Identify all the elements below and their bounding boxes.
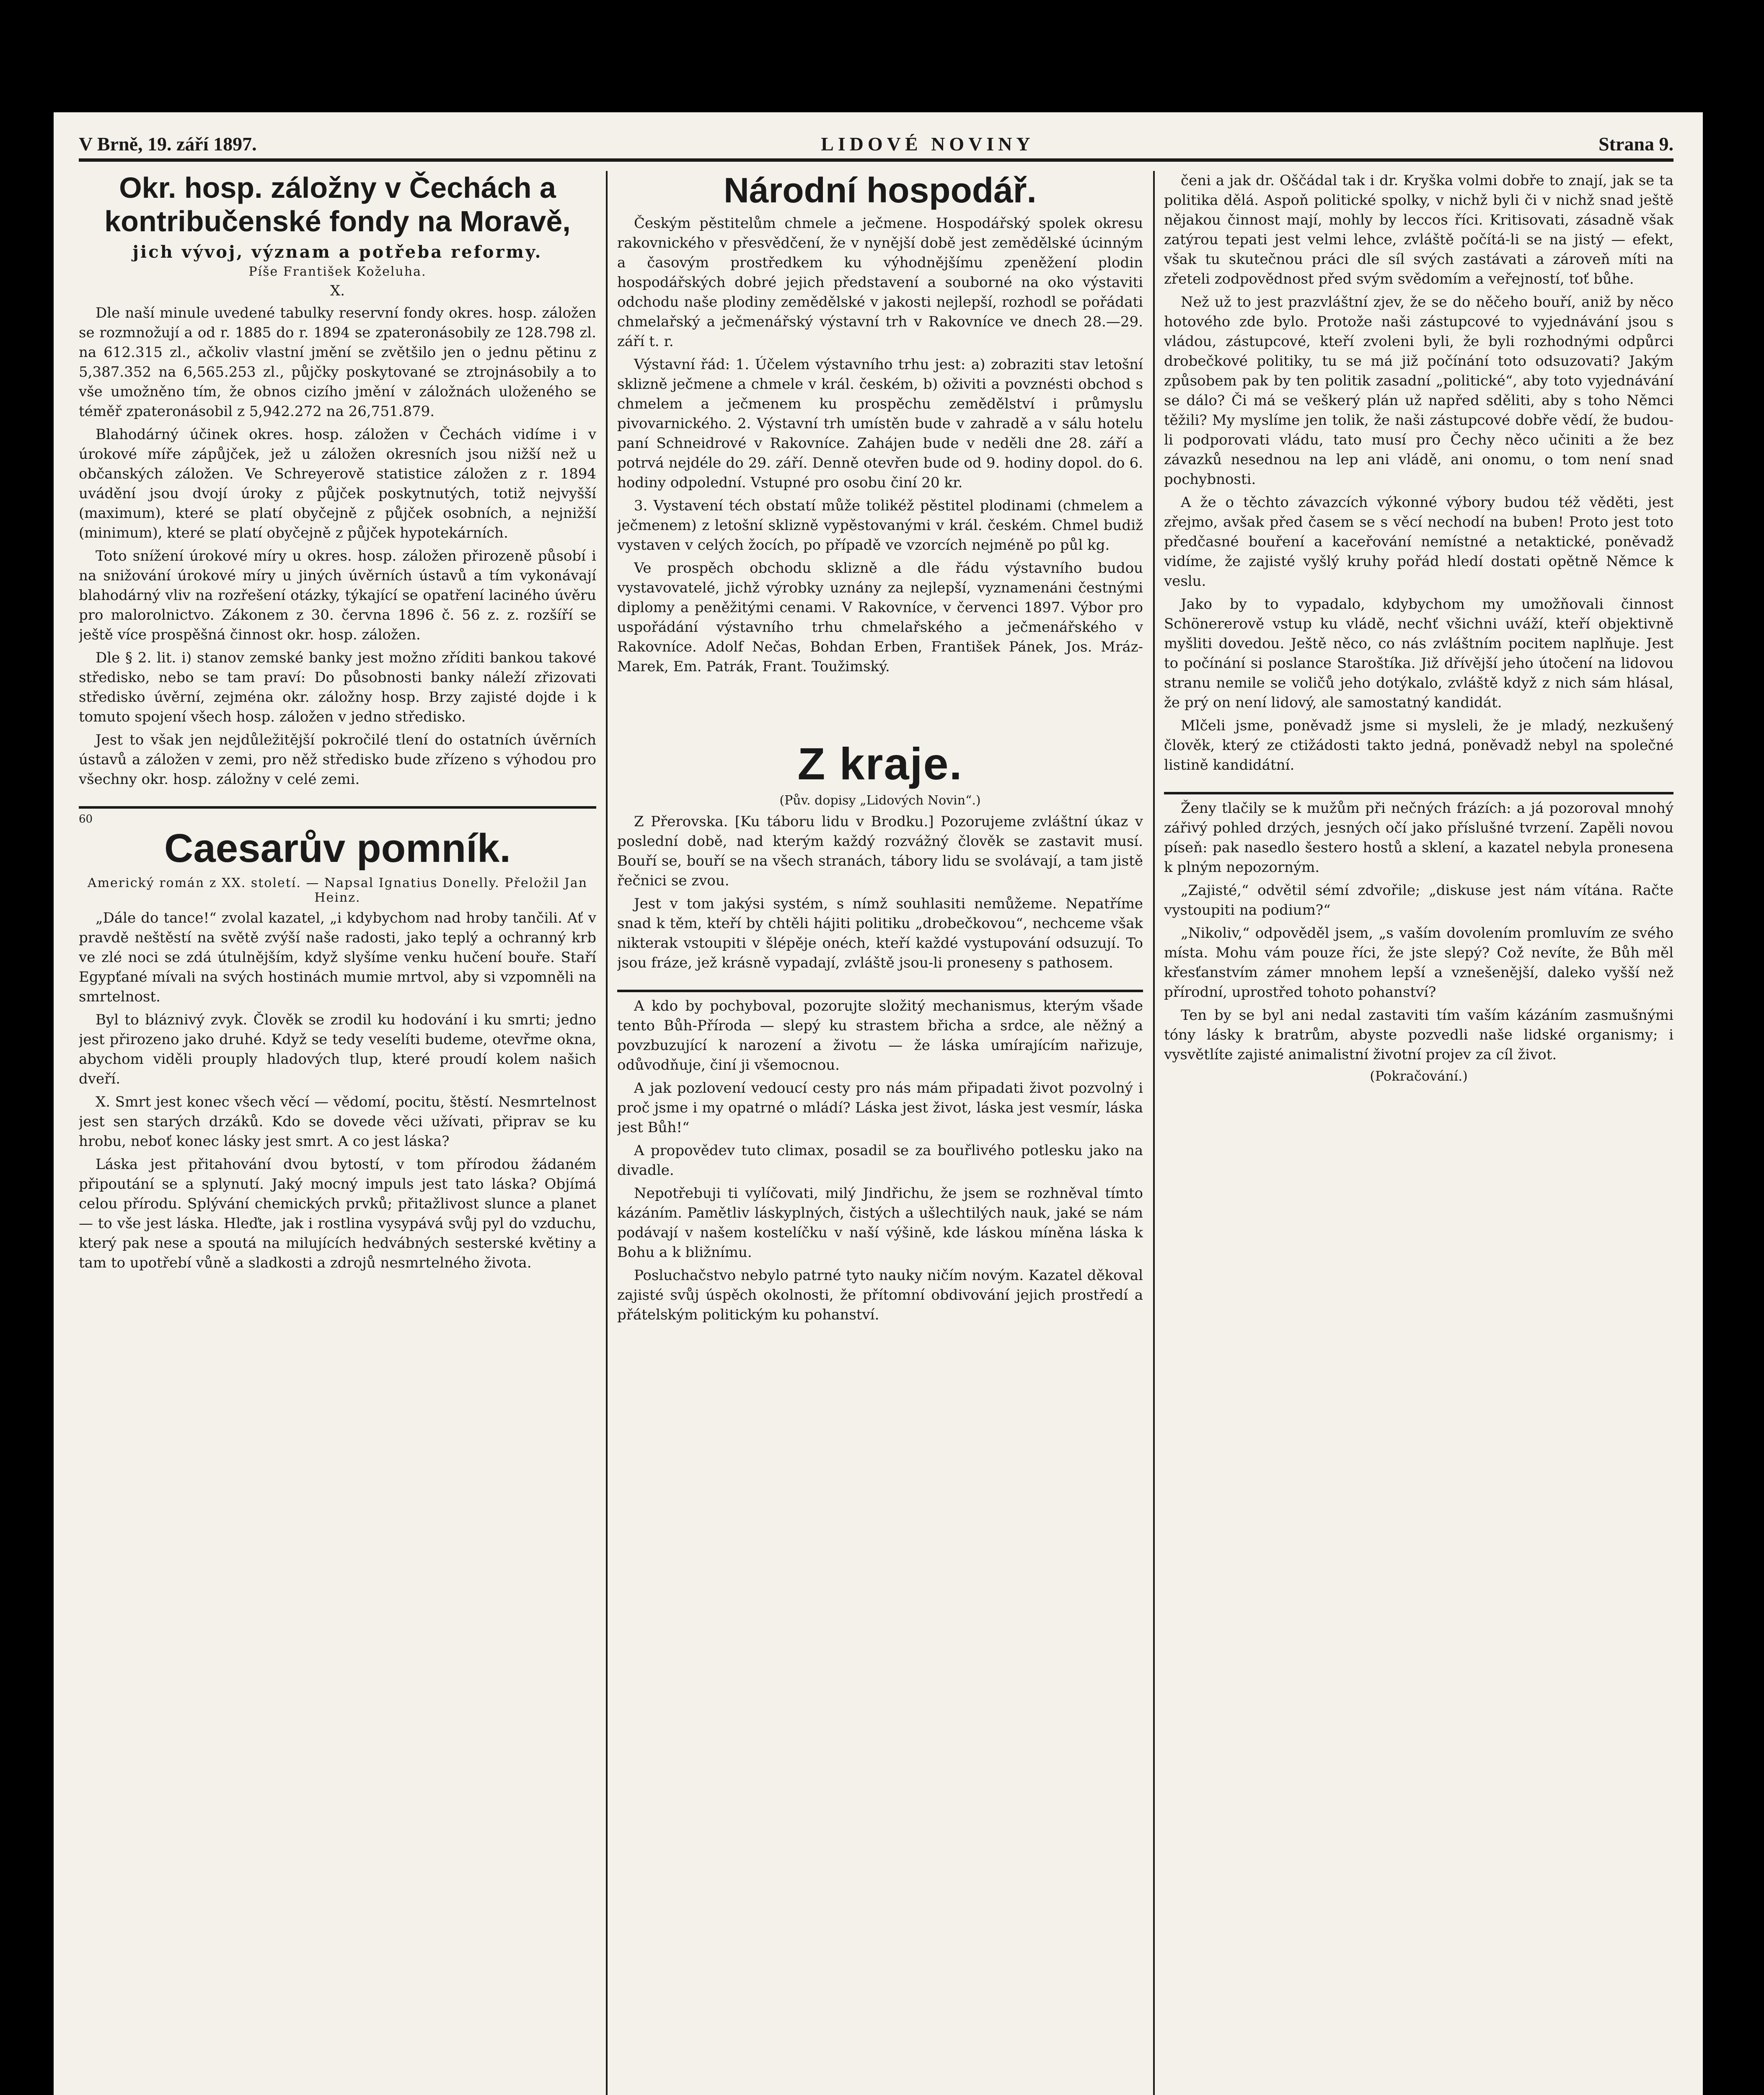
feuilleton-subtitle: Americký román z XX. století. — Napsal Ignatius Donelly. Přeložil Jan Heinz. bbox=[87, 876, 588, 905]
kraje-paragraph: A jak pozlovení vedoucí cesty pro nás mám připadati život pozvolný i proč jsme i my opatrné o mládí? Láska jest život, láska jest vesmír, láska jest Bůh!“ bbox=[617, 1080, 1143, 1136]
section-title: Národní hospodář. bbox=[724, 171, 1037, 210]
article-paragraph: Blahodárný účinek okres. hosp. záložen v Čechách vidíme i v úrokové míře zápůjček, jež u záložen okresních jsou nižší než u občanských záložen. Ve Schreyerově statistice záložen z r. 1894 uvádění jsou dvojí úroky z půjček poskytnutých, totiž nejvyšší (maximum), které se platí obyčejně z půjček osobních, a nejnižší (minimum), které se platí obyčejně z půjček hypotekárních. bbox=[79, 426, 596, 541]
column-rule-2 bbox=[1153, 171, 1155, 2095]
kraje-paragraph: Nepotřebuji ti vylíčovati, milý Jindřichu, že jsem se rozhněval tímto kázáním. Pamětliv láskyplných, čistých a ušlechtilých nauk, jaké se nám podávají v našem kostelíčku v naší výšině, kde láskou míněna láska k Bohu a k bližnímu. bbox=[617, 1185, 1143, 1261]
feuilleton-paragraph: Láska jest přitahování dvou bytostí, v tom přírodou žádaném připoutání se a splynutí. Jaký mocný impuls jest tato láska? Objímá celou přírodu. Splývání chemických prvků; přitažlivost slunce a planet — to vše jest láska. Hleďte, jak i rostlina vysypává svůj pyl do vzduchu, který pak nese a spoutá na milujících hedvábných sesterské květiny a tam to upotřebí vůně a sladkosti a zdrojů nesmrtelného života. bbox=[79, 1156, 596, 1271]
feuilleton-paragraph: Ten by se byl ani nedal zastaviti tím vaším kázáním zasmušnými tóny lásky k bratrům, abyste pozvedli naše lidské organismy; i vysvětlíte zajisté animalistní životní projev za cíl život. bbox=[1164, 1007, 1673, 1063]
article-paragraph: čeni a jak dr. Oščádal tak i dr. Kryška volmi dobře to znají, jak se ta politika dělá. Aspoň politické spolky, v nichž byli či v nichž snad ještě nějakou činnost mají, mohly by leccos říci. Kritisovati, zásadně však zatýrou tepati jest velmi lehce, zvláště počítá-li se na jistý — efekt, však tu skutečnou práci dle síl svých zastávati a zároveň míti na zřeteli zodpovědnost před svým svědomím a veřejností, toť bůhe. bbox=[1164, 172, 1673, 287]
article-title: Okr. hosp. záložny v Čechách a kontribučenské fondy na Moravě, bbox=[104, 171, 571, 238]
column-middle bbox=[617, 171, 1143, 2095]
article-paragraph: Toto snížení úrokové míry u okres. hosp. záložen přirozeně působí i na snižování úrokové míry u jiných úvěrních ústavů a tím vykonávají blahodárný vliv na rozřešení otázky, týkající se opatření laciného úvěru pro malorolnictvo. Zákonem z 30. června 1896 č. 56 z. z. rozšíří se ještě více prospěšná činnost okr. hosp. záložen. bbox=[79, 548, 596, 643]
column-right bbox=[1164, 171, 1673, 2095]
kraje-paragraph: Jest v tom jakýsi systém, s nímž souhlasiti nemůžeme. Nepatříme snad k těm, kteří by chtěli hájiti politiku „drobečkovou“, nechceme však nikterak vstoupiti v šlépěje onéch, kteří každé vystupování odsuzují. To jsou fráze, jež krásně vypadají, zvláště jsou-li proneseny s pathosem. bbox=[617, 895, 1143, 971]
column-rule-1 bbox=[606, 171, 608, 2095]
kraje-title: Z kraje. bbox=[797, 738, 963, 789]
header-date: V Brně, 19. září 1897. bbox=[79, 133, 257, 155]
article-paragraph: A že o těchto závazcích výkonné výbory budou též věděti, jest zřejmo, avšak před časem se s věcí nechodí na buben! Proto jest toto předčasné bouření a kaceřování nemístné a netaktické, poněvadž vidíme, že zajisté vyšlý kruhy pořád hledí dostati opětně Němce k veslu. bbox=[1164, 494, 1673, 590]
feuilleton-paragraph: Ženy tlačily se k mužům při nečných frázích: a já pozoroval mnohý zářivý pohled drzých, jesných očí jako příslušné tvrzení. Zapěli novou píseň: pak nasedlo šestero hostů a sklení, a kazatel nebyla pronesena k plným nepozorným. bbox=[1164, 800, 1673, 876]
feuilleton-paragraph: „Nikoliv,“ odpověděl jsem, „s vaším dovolením promluvím ze svého místa. Mohu vám pouze říci, že jste slepý? Což nevíte, že Bůh měl křesťanstvím zámer mnohem lepší a vznešenější, daleko vyšší než přírodní, uprostřed tohoto pohanství? bbox=[1164, 925, 1673, 1001]
header-page-number: Strana 9. bbox=[1598, 133, 1673, 155]
section-paragraph: Výstavní řád: 1. Účelem výstavního trhu jest: a) zobraziti stav letošní sklizně ječmene a chmele v král. českém, b) oživiti a povznésti obchod s chmelem a ječmenem ku prospěchu zemědělství i průmyslu pivovarnického. 2. Výstavní trh umístěn bude v zahradě a v sálu hotelu paní Schneidrové v Rakovníce. Zahájen bude v neděli dne 28. září a potrvá nejdéle do 29. září. Denně otevřen bude od 9. hodiny dopol. do 6. hodiny odpolední. Vstupné pro osobu činí 20 kr. bbox=[617, 356, 1143, 491]
article-byline: Píše František Koželuha. bbox=[248, 264, 427, 279]
kraje-note: (Pův. dopisy „Lidových Novin“.) bbox=[779, 793, 981, 808]
header-paper-name: LIDOVÉ NOVINY bbox=[821, 133, 1035, 155]
section-paragraph: Ve prospěch obchodu sklizně a dle řádu výstavního budou vystavovatelé, jichž výrobky uznány za nejlepší, vyznamenáni čestnými diplomy a peněžitými cenami. V Rakovníce, v červenci 1897. Výbor pro uspořádání výstavního trhu chmelařského a ječmenářského v Rakovníce. Adolf Nečas, Bohdan Erben, František Pánek, Jos. Mráz-Marek, Em. Patrák, Frant. Toužimský. bbox=[617, 560, 1143, 675]
kraje-paragraph: Z Přerovska. [Ku táboru lidu v Brodku.] Pozorujeme zvláštní úkaz v poslední době, nad kterým každý rozvážný člověk se zastavit musí. Bouří se, bouří se na všech stranách, tábory lidu se svolávají, a tam jistě řečnici se zvou. bbox=[617, 813, 1143, 889]
newspaper-page bbox=[54, 112, 1703, 2095]
feuilleton-paragraph: „Zajisté,“ odvětil sémí zdvořile; „diskuse jest nám vítána. Račte vystoupiti na podium?“ bbox=[1164, 882, 1673, 918]
page-header bbox=[79, 129, 1673, 162]
feuilleton-paragraph: „Dále do tance!“ zvolal kazatel, „i kdybychom nad hroby tančili. Ať v pravdě neštěstí na světě zvýší naše radosti, jako teplý a ochranný krb ve zlé noci se zdá útulnějším, když slyšíme venku hučení bouře. Staří Egypťané mívali na svých hostinách mumie mrtvol, aby si vzpomněli na smrtelnost. bbox=[79, 910, 596, 1005]
kraje-paragraph: Posluchačstvo nebylo patrné tyto nauky ničím novým. Kazatel děkoval zajisté svůj úspěch okolnosti, že přítomní obdivování jejich prostředí a přátelským politickým ku pohanství. bbox=[617, 1267, 1143, 1323]
feuilleton-divider-right bbox=[1164, 792, 1673, 794]
article-paragraph: Jest to však jen nejdůležitější pokročilé tlení do ostatních úvěrních ústavů a záložen v zemi, pro něž středisko bude zřízeno s výhodou pro všechny okr. hosp. záložny v celé zemi. bbox=[79, 732, 596, 788]
article-paragraph: Jako by to vypadalo, kdybychom my umožňovali činnost Schönererově vstup ku vládě, nechť všichni uváží, kteří objektivně myšliti dovedou. Ještě něco, co nás zvláštním pocitem naplňuje. Jest to počínání si poslance Staroštíka. Již dřívější jeho útočení na lidovou stranu nemile se voličů jeho dotýkalo, zvláště když z nich sám hlásal, že prý on není lidový, ale samostatný kandidát. bbox=[1164, 596, 1673, 711]
feuilleton-divider-middle bbox=[617, 990, 1143, 992]
article-paragraph: Dle naší minule uvedené tabulky reservní fondy okres. hosp. záložen se rozmnožují a od r. 1885 do r. 1894 se zpateronásobily ze 128.798 zl. na 612.315 zl., ačkoliv vlastní jmění se zvětšilo jen o jednu pětinu z 5,387.352 na 6,565.253 zl., půjčky poskytované se ztrojnásobily a to vše umožněno tím, že obnos cizího jmění v záložnách uloženého se téměř zpateronásobil z 5,942.272 na 26,751.879. bbox=[79, 305, 596, 420]
article-paragraph: Než už to jest prazvláštní zjev, že se do něčeho bouří, aniž by něco hotového zde bylo. Protože naši zástupcové to vyjednávání jsou s vládou, zástupcové, kteří zvoleni byli, že byli rozhodnými odpůrci drobečkové politiky, tu se má již počínání toto odsuzovati? Jakým způsobem pak by ten politik zasadní „politické“, aby toto vyjednávání se dálo? Či má se veškerý plán už napřed sděliti, aby s toho Němci těžili? My myslíme jen tolik, že naši zástupcové dobře vědí, že budou-li podporovati vládu, tato musí pro Čechy něco učiniti a že bez závazků nesednou na lep ani vládě, ani onomu, o tom není snad pochybnosti. bbox=[1164, 294, 1673, 488]
section-paragraph: Českým pěstitelům chmele a ječmene. Hospodářský spolek okresu rakovnického v přesvědčení, že v nynější době jest zemědělské úcinným a časovým prostředkem ku výhodnějšímu zpeněžení plodin hospodářských dobré jejich představení a souborné na oko výstaviti odchodu naše plodiny zemědělské v jakosti nejlepší, rozhodl se pořádati chmelařský a ječmenářský výstavní trh v Rakovníce ve dnech 28.—29. září t. r. bbox=[617, 215, 1143, 350]
article-section-number: X. bbox=[330, 282, 345, 299]
feuilleton-paragraph: X. Smrt jest konec všech věcí — vědomí, pocitu, štěstí. Nesmrtelnost jest sen starých drzáků. Kdo se dovede věci užívati, připrav se ku hrobu, neboť konec lásky jest smrt. A co jest láska? bbox=[79, 1094, 596, 1150]
feuilleton-paragraph: Byl to bláznivý zvyk. Člověk se zrodil ku hodování i ku smrti; jedno jest přirozeno jako druhé. Když se tedy veselíti budeme, otevřme okna, abychom viděli prouply hladových tlup, které proudí kolem našich dveří. bbox=[79, 1011, 596, 1087]
article-subtitle: jich vývoj, význam a potřeba reformy. bbox=[132, 242, 543, 262]
continued-note: (Pokračování.) bbox=[1370, 1068, 1468, 1084]
kraje-paragraph: A kdo by pochyboval, pozorujte složitý mechanismus, kterým všade tento Bůh-Příroda — slepý ku strastem břicha a srdce, ale něžný a povzbuzující k narození a životu — že láska umírajícím nařizuje, odůvodňuje, činí ji všemocnou. bbox=[617, 998, 1143, 1073]
kraje-paragraph: A propovědev tuto climax, posadil se za bouřlivého potlesku jako na divadle. bbox=[617, 1142, 1143, 1179]
article-paragraph: Dle § 2. lit. i) stanov zemské banky jest možno zříditi bankou takové středisko, nebo se tam praví: Do působnosti banky náleží zřizovati středisko úvěrní, zejména okr. záložny hosp. Brzy zajisté dojde i k tomuto spojení všech hosp. záložen v jedno středisko. bbox=[79, 649, 596, 725]
feuilleton-divider bbox=[79, 806, 596, 809]
column-spacer bbox=[617, 680, 1143, 739]
section-paragraph: 3. Vystavení téch obstatí může tolikéž pěstitel plodinami (chmelem a ječmenem) z letošní sklizně vypěstovanými v král. českém. Chmel budiž vystaven v celých žocích, po případě ve vzorcích nejméně po půl kg. bbox=[617, 497, 1143, 553]
feuilleton-number: 60 bbox=[79, 813, 93, 825]
feuilleton-title: Caesarův pomník. bbox=[164, 826, 511, 871]
article-paragraph: Mlčeli jsme, poněvadž jsme si mysleli, že je mladý, nezkušený člověk, který ze ctižádosti takto jedná, poněvadž nebyl na společné listině kandidátní. bbox=[1164, 717, 1673, 773]
column-left bbox=[79, 171, 596, 2095]
